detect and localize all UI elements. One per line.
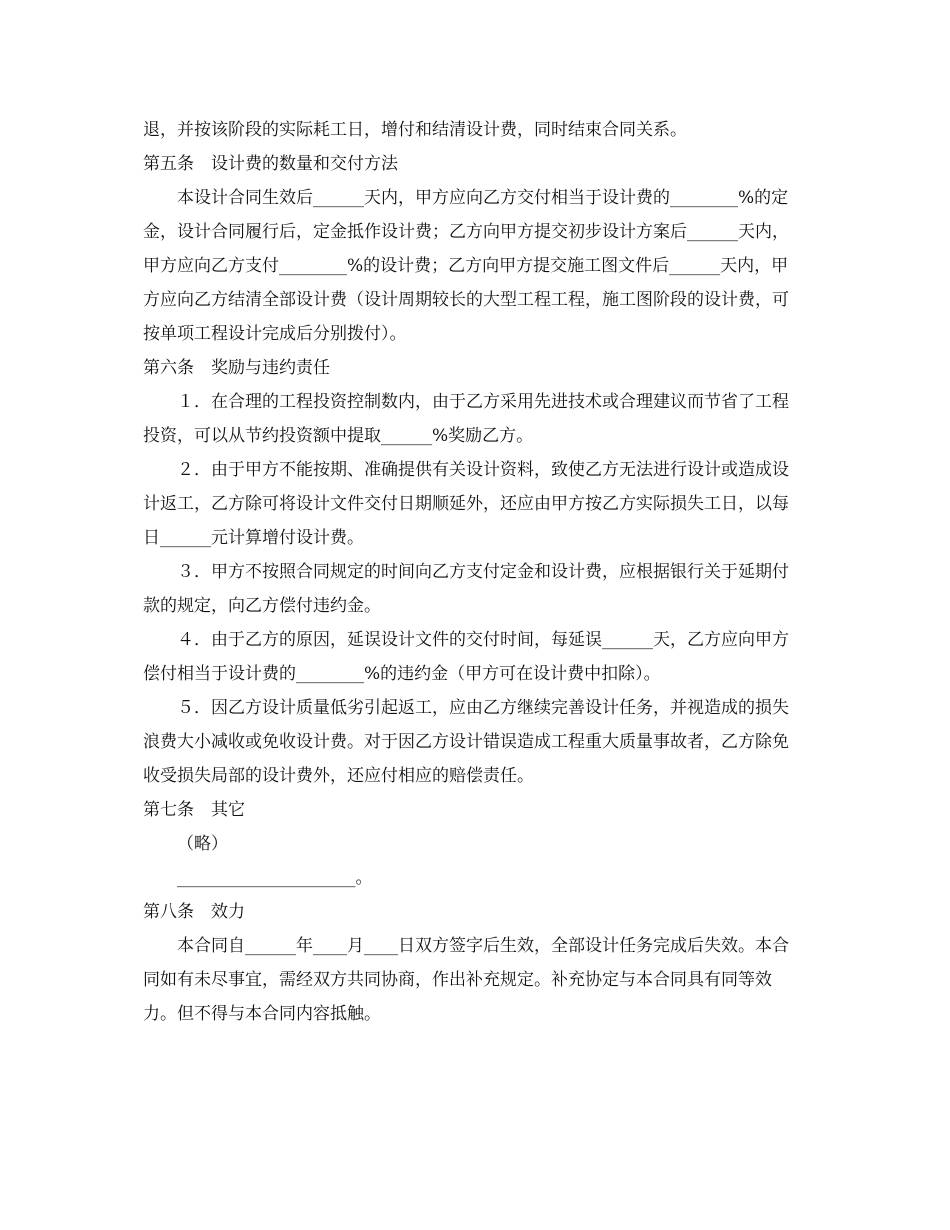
paragraph-continuation: 退，并按该阶段的实际耗工日，增付和结清设计费，同时结束合同关系。	[143, 120, 687, 140]
article-6-clause-4: ４．由于乙方的原因，延误设计文件的交付时间，每延误______天，乙方应向甲方偿付相当于设计费的________%的违约金（甲方可在设计费中扣除）。	[143, 630, 789, 684]
article-7-blank-line: _____________________。	[177, 868, 373, 888]
article-5-body: 本设计合同生效后______天内，甲方应向乙方交付相当于设计费的________%的定金，设计合同履行后，定金抵作设计费；乙方向甲方提交初步设计方案后______天内，甲方应向乙方支付________%的设计费；乙方向甲方提交施工图文件后______天内，甲方应向乙方结清全部设计费（设计周期较长的大型工程工程，施工图阶段的设计费，可按单项工程设计完成后分别拨付）。	[143, 188, 789, 344]
article-6-clause-1: １．在合理的工程投资控制数内，由于乙方采用先进技术或合理建议而节省了工程投资，可以从节约投资额中提取______%奖励乙方。	[143, 392, 789, 446]
article-6-heading: 第六条 奖励与违约责任	[143, 358, 330, 378]
article-6-clause-3: ３．甲方不按照合同规定的时间向乙方支付定金和设计费，应根据银行关于延期付款的规定，向乙方偿付违约金。	[143, 562, 789, 616]
article-8-body: 本合同自______年____月____日双方签字后生效，全部设计任务完成后失效。本合同如有未尽事宜，需经双方共同协商，作出补充规定。补充协定与本合同具有同等效力。但不得与本合同内容抵触。	[143, 936, 789, 1024]
article-7-body: （略）	[177, 834, 228, 854]
article-6-clause-5: ５．因乙方设计质量低劣引起返工，应由乙方继续完善设计任务，并视造成的损失浪费大小减收或免收设计费。对于因乙方设计错误造成工程重大质量事故者，乙方除免收受损失局部的设计费外，还应付相应的赔偿责任。	[143, 698, 789, 786]
article-8-heading: 第八条 效力	[143, 902, 245, 922]
article-7-heading: 第七条 其它	[143, 800, 245, 820]
article-6-clause-2: ２．由于甲方不能按期、准确提供有关设计资料，致使乙方无法进行设计或造成设计返工，乙方除可将设计文件交付日期顺延外，还应由甲方按乙方实际损失工日，以每日______元计算增付设计费。	[143, 460, 789, 548]
document-body	[143, 113, 803, 1031]
article-5-heading: 第五条 设计费的数量和交付方法	[143, 154, 398, 174]
